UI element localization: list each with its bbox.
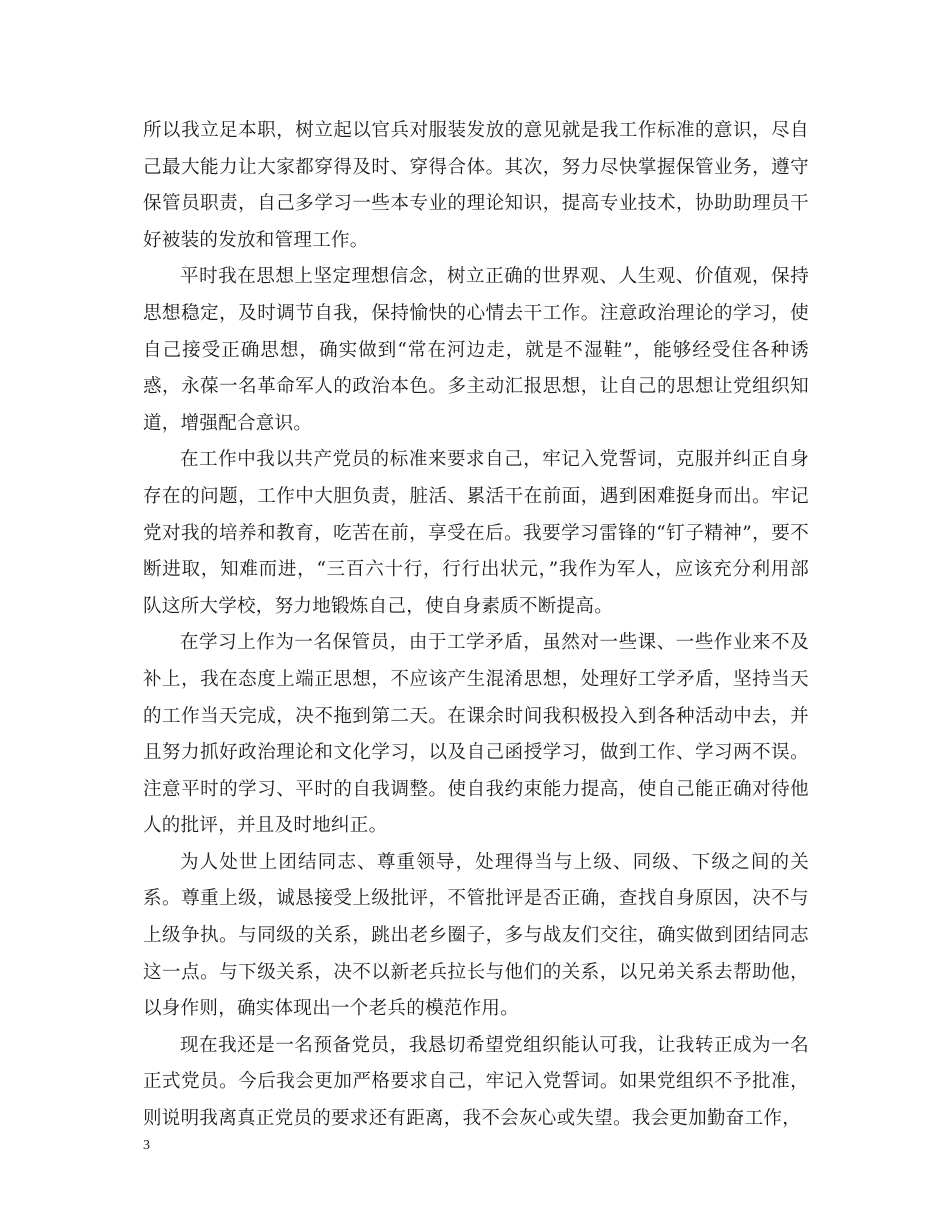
- paragraph-continuation: 所以我立足本职，树立起以官兵对服装发放的意见就是我工作标准的意识，尽自己最大能力让大家都穿得及时、穿得合体。其次，努力尽快掌握保管业务，遵守保管员职责，自己多学习一些本专业的理论知识，提高专业技术，协助助理员干好被装的发放和管理工作。: [143, 120, 809, 251]
- paragraph-study: 在学习上作为一名保管员，由于工学矛盾，虽然对一些课、一些作业来不及补上，我在态度上端正思想，不应该产生混淆思想，处理好工学矛盾，坚持当天的工作当天完成，决不拖到第二天。在课余时间我积极投入到各种活动中去，并且努力抓好政治理论和文化学习，以及自己函授学习，做到工作、学习两不误。注意平时的学习、平时的自我调整。使自我约束能力提高，使自己能正确对待他人的批评，并且及时地纠正。: [143, 632, 809, 837]
- paragraph-relationships: 为人处世上团结同志、尊重领导，处理得当与上级、同级、下级之间的关系。尊重上级，诚恳接受上级批评，不管批评是否正确，查找自身原因，决不与上级争执。与同级的关系，跳出老乡圈子，多与战友们交往，确实做到团结同志这一点。与下级关系，决不以新老兵拉长与他们的关系，以兄弟关系去帮助他，以身作则，确实体现出一个老兵的模范作用。: [143, 851, 809, 1020]
- page-number: 3: [143, 1138, 150, 1153]
- document-body: [143, 113, 809, 1138]
- paragraph-ideology: 平时我在思想上坚定理想信念，树立正确的世界观、人生观、价值观，保持思想稳定，及时调节自我，保持愉快的心情去干工作。注意政治理论的学习，使自己接受正确思想，确实做到“常在河边走，就是不湿鞋”，能够经受住各种诱惑，永葆一名革命军人的政治本色。多主动汇报思想，让自己的思想让党组织知道，增强配合意识。: [143, 266, 809, 434]
- paragraph-probationary-member: 现在我还是一名预备党员，我恳切希望党组织能认可我，让我转正成为一名正式党员。今后我会更加严格要求自己，牢记入党誓词。如果党组织不予批准，则说明我离真正党员的要求还有距离，我不会灰心或失望。我会更加勤奋工作，: [143, 1034, 809, 1130]
- paragraph-work-standards: 在工作中我以共产党员的标准来要求自己，牢记入党誓词，克服并纠正自身存在的问题，工作中大胆负责，脏活、累活干在前面，遇到困难挺身而出。牢记党对我的培养和教育，吃苦在前，享受在后。我要学习雷锋的“钉子精神”，要不断进取，知难而进，“三百六十行，行行出状元，”我作为军人，应该充分利用部队这所大学校，努力地锻炼自己，使自身素质不断提高。: [143, 449, 809, 617]
